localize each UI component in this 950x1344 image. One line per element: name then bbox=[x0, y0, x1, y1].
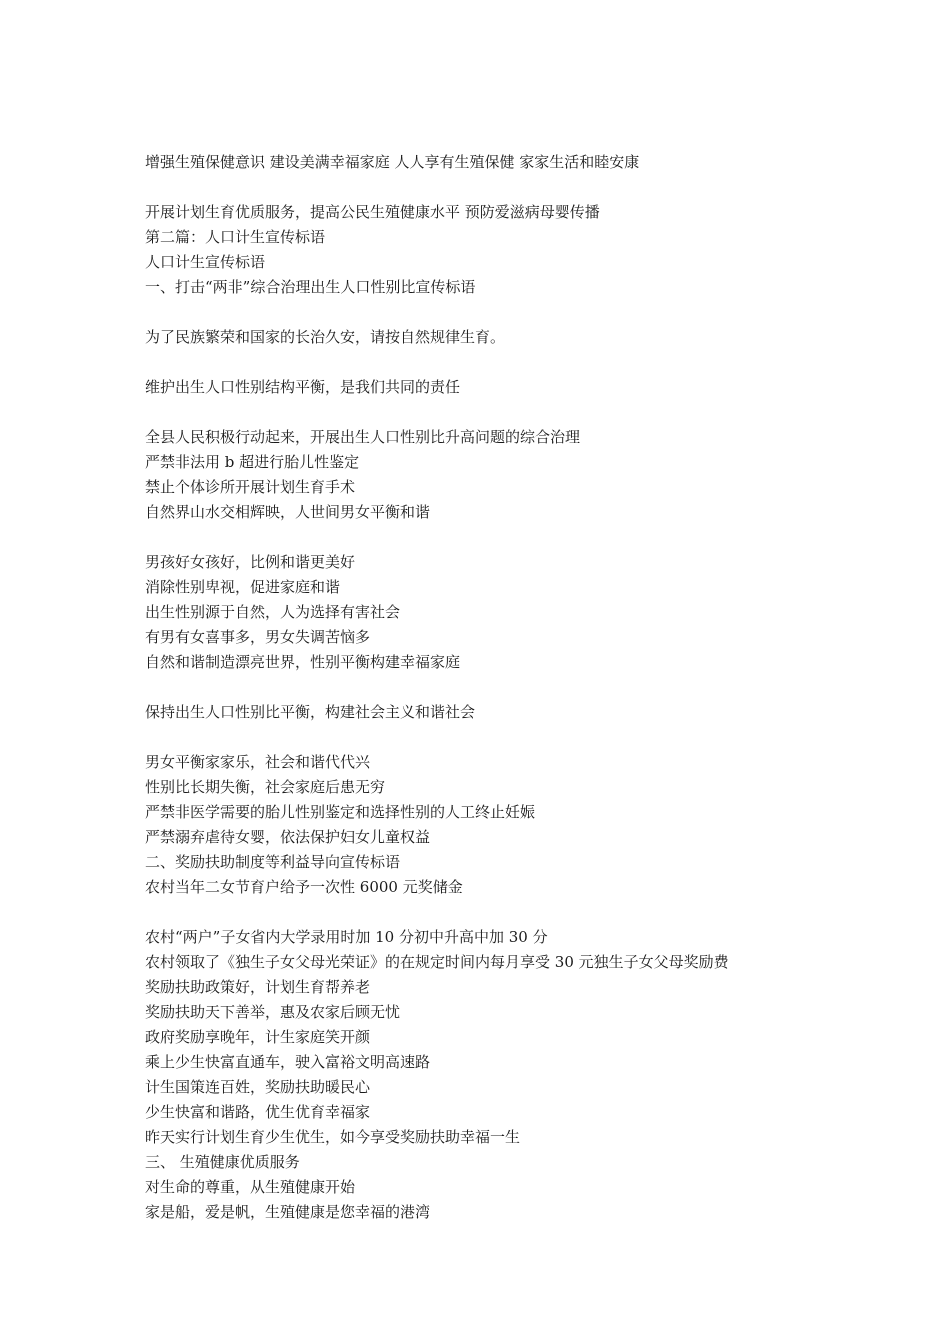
section-heading: 三、 生殖健康优质服务 bbox=[145, 1153, 300, 1171]
slogan-line: 自然和谐制造漂亮世界，性别平衡构建幸福家庭 bbox=[145, 653, 461, 671]
section-title: 人口计生宣传标语 bbox=[145, 253, 266, 271]
slogan-line: 出生性别源于自然，人为选择有害社会 bbox=[145, 603, 401, 621]
blank-line bbox=[145, 675, 865, 700]
slogan-line: 男女平衡家家乐，社会和谐代代兴 bbox=[145, 753, 371, 771]
slogan-line: 维护出生人口性别结构平衡，是我们共同的责任 bbox=[145, 378, 461, 396]
slogan-line: 家是船，爱是帆，生殖健康是您幸福的港湾 bbox=[145, 1203, 431, 1221]
document-body bbox=[145, 150, 865, 1225]
slogan-line: 奖励扶助政策好，计划生育帮养老 bbox=[145, 978, 371, 996]
slogan-line: 有男有女喜事多，男女失调苦恼多 bbox=[145, 628, 371, 646]
slogan-line: 严禁非法用 b 超进行胎儿性鉴定 bbox=[145, 453, 360, 471]
slogan-line: 禁止个体诊所开展计划生育手术 bbox=[145, 478, 356, 496]
slogan-line: 为了民族繁荣和国家的长治久安，请按自然规律生育。 bbox=[145, 328, 506, 346]
slogan-line: 农村“两户”子女省内大学录用时加 10 分初中升高中加 30 分 bbox=[145, 928, 548, 946]
slogan-line: 少生快富和谐路，优生优育幸福家 bbox=[145, 1103, 371, 1121]
blank-line bbox=[145, 350, 865, 375]
slogan-line: 乘上少生快富直通车，驶入富裕文明高速路 bbox=[145, 1053, 431, 1071]
slogan-line: 开展计划生育优质服务，提高公民生殖健康水平 预防爱滋病母婴传播 bbox=[145, 203, 600, 221]
slogan-line: 奖励扶助天下善举，惠及农家后顾无忧 bbox=[145, 1003, 401, 1021]
blank-line bbox=[145, 300, 865, 325]
section-title: 第二篇：人口计生宣传标语 bbox=[145, 228, 326, 246]
slogan-line: 农村当年二女节育户给予一次性 6000 元奖储金 bbox=[145, 878, 463, 896]
slogan-line: 对生命的尊重，从生殖健康开始 bbox=[145, 1178, 356, 1196]
slogan-line: 计生国策连百姓，奖励扶助暖民心 bbox=[145, 1078, 371, 1096]
blank-line bbox=[145, 400, 865, 425]
slogan-line: 消除性别卑视，促进家庭和谐 bbox=[145, 578, 341, 596]
slogan-line: 严禁溺弃虐待女婴，依法保护妇女儿童权益 bbox=[145, 828, 431, 846]
slogan-line: 男孩好女孩好，比例和谐更美好 bbox=[145, 553, 356, 571]
blank-line bbox=[145, 175, 865, 200]
blank-line bbox=[145, 900, 865, 925]
slogan-line: 政府奖励享晚年，计生家庭笑开颜 bbox=[145, 1028, 371, 1046]
section-heading: 一、打击“两非”综合治理出生人口性别比宣传标语 bbox=[145, 278, 476, 296]
slogan-line: 农村领取了《独生子女父母光荣证》的在规定时间内每月享受 30 元独生子女父母奖励费 bbox=[145, 953, 729, 971]
slogan-line: 严禁非医学需要的胎儿性别鉴定和选择性别的人工终止妊娠 bbox=[145, 803, 536, 821]
slogan-line: 增强生殖保健意识 建设美满幸福家庭 人人享有生殖保健 家家生活和睦安康 bbox=[145, 153, 640, 171]
blank-line bbox=[145, 725, 865, 750]
slogan-line: 保持出生人口性别比平衡，构建社会主义和谐社会 bbox=[145, 703, 476, 721]
slogan-line: 全县人民积极行动起来，开展出生人口性别比升高问题的综合治理 bbox=[145, 428, 581, 446]
slogan-line: 昨天实行计划生育少生优生，如今享受奖励扶助幸福一生 bbox=[145, 1128, 521, 1146]
slogan-line: 自然界山水交相辉映，人世间男女平衡和谐 bbox=[145, 503, 431, 521]
slogan-line: 性别比长期失衡，社会家庭后患无穷 bbox=[145, 778, 386, 796]
blank-line bbox=[145, 525, 865, 550]
section-heading: 二、奖励扶助制度等利益导向宣传标语 bbox=[145, 853, 401, 871]
